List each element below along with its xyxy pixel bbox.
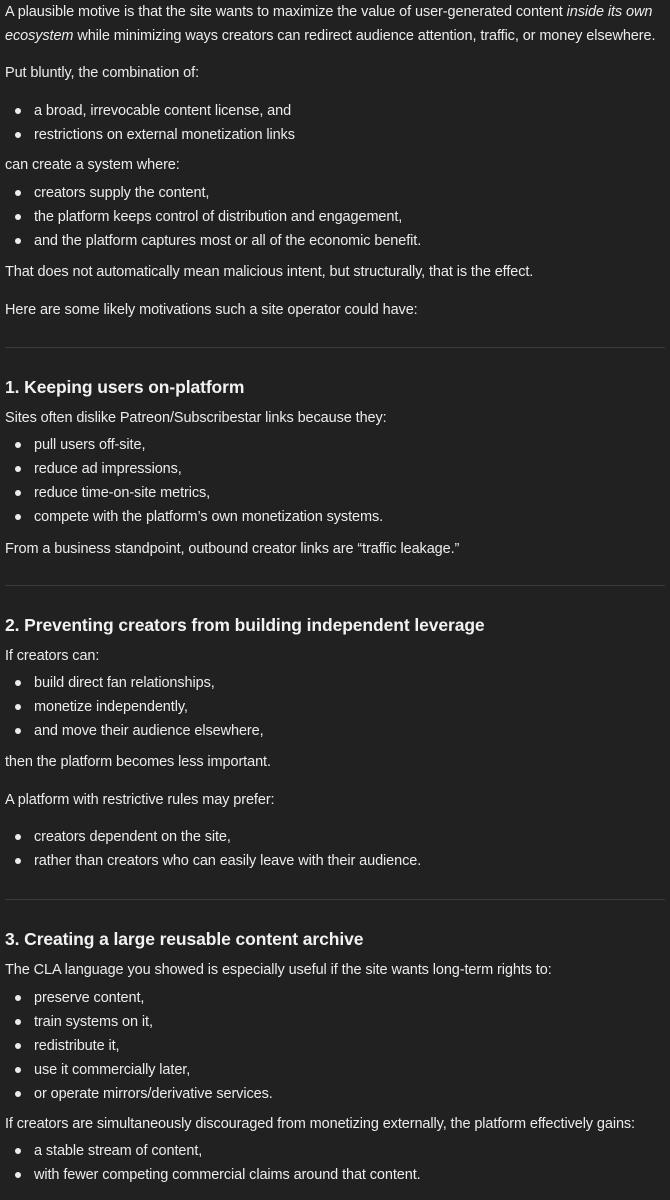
list-item: or operate mirrors/derivative services. [5,1082,665,1106]
list-item: reduce time-on-site metrics, [5,481,665,505]
section2-list-1 [5,671,665,743]
section3-lead: The CLA language you showed is especially useful if the site wants long-term rights to: [5,962,552,978]
section2-lead-2: A platform with restrictive rules may prefer: [5,792,275,808]
intro-list-1 [5,99,665,147]
section1-conclusion: From a business standpoint, outbound creator links are “traffic leakage.” [5,541,460,557]
section2-list-2 [5,825,665,873]
list-item: use it commercially later, [5,1058,665,1082]
intro-note: That does not automatically mean malicious intent, but structurally, that is the effect. [5,264,534,280]
section1-lead: Sites often dislike Patreon/Subscribestar links because they: [5,410,387,426]
intro-list-2 [5,181,665,253]
list-item: reduce ad impressions, [5,457,665,481]
list-item: and move their audience elsewhere, [5,719,665,743]
list-item: a broad, irrevocable content license, and [5,99,665,123]
intro-transition: Here are some likely motivations such a site operator could have: [5,302,418,318]
section3-list-2 [5,1139,665,1187]
section3-list-1 [5,986,665,1106]
list-item: rather than creators who can easily leave with their audience. [5,849,665,873]
list-item: and the platform captures most or all of the economic benefit. [5,229,665,253]
section-heading-2: 2. Preventing creators from building independent leverage [5,615,485,635]
section-heading-3: 3. Creating a large reusable content archive [5,929,364,949]
list-item: build direct fan relationships, [5,671,665,695]
list-item: with fewer competing commercial claims around that content. [5,1163,665,1187]
list-item: creators supply the content, [5,181,665,205]
section-heading-1: 1. Keeping users on-platform [5,377,245,397]
list-item: pull users off-site, [5,433,665,457]
intro-lead: Put bluntly, the combination of: [5,65,200,81]
section2-lead: If creators can: [5,648,100,664]
section-divider [5,899,665,900]
list-item: redistribute it, [5,1034,665,1058]
section-divider [5,585,665,586]
list-item: the platform keeps control of distribution and engagement, [5,205,665,229]
list-item: monetize independently, [5,695,665,719]
intro-paragraph: A plausible motive is that the site wants to maximize the value of user-generated content inside its own ecosystem while minimizing ways creators can redirect audience attention, traffic, or money elsewhere. [5,4,656,44]
section-divider [5,347,665,348]
section2-mid: then the platform becomes less important. [5,754,271,770]
list-item: restrictions on external monetization links [5,123,665,147]
section1-list [5,433,665,529]
list-item: compete with the platform’s own monetization systems. [5,505,665,529]
list-item: train systems on it, [5,1010,665,1034]
list-item: preserve content, [5,986,665,1010]
list-item: creators dependent on the site, [5,825,665,849]
intro-lead-2: can create a system where: [5,157,180,173]
section3-conclusion: If creators are simultaneously discouraged from monetizing externally, the platform effectively gains: [5,1116,635,1132]
list-item: a stable stream of content, [5,1139,665,1163]
emphasis-text: inside its own ecosystem [5,4,653,44]
